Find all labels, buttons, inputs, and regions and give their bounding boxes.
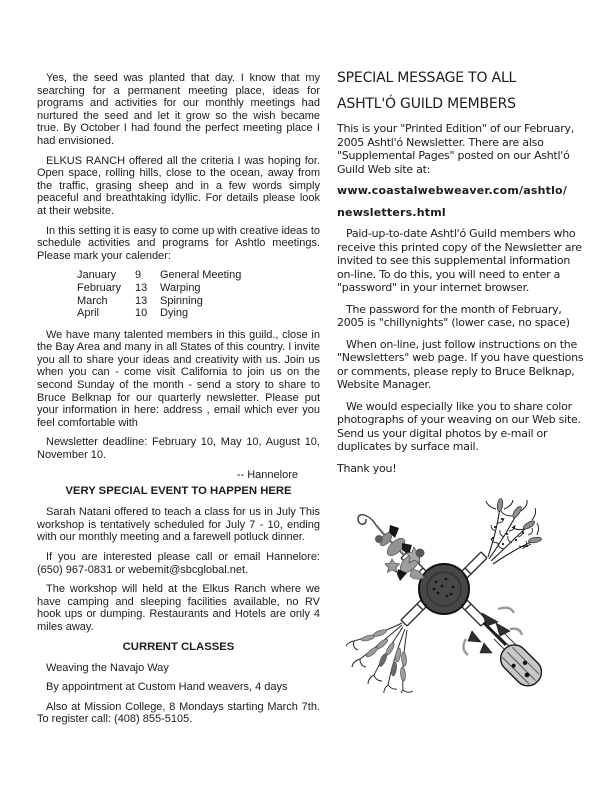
calendar-event: Warping	[160, 281, 201, 294]
calendar-month: January	[77, 269, 117, 282]
calendar-day: 9	[135, 269, 142, 282]
flower-stalks	[486, 498, 542, 564]
website-url-line2: newsletters.html	[337, 205, 446, 219]
calendar-day: 13	[135, 281, 148, 294]
signature: -- Hannelore	[236, 468, 298, 481]
calendar-event: Spinning	[160, 294, 203, 307]
paragraph-elkus-ranch: ELKUS RANCH offered all the criteria I was hoping for. Open space, rolling hills, close to the ocean, away from the traffic, grasing sheep and in a few words simply peaceful and breathtaking idyllic. For details please look at their website.	[37, 154, 320, 217]
calendar-day: 10	[135, 307, 148, 320]
calendar-event: Dying	[160, 307, 189, 320]
class-item-navajo-way: Weaving the Navajo Way	[46, 661, 169, 674]
paragraph-online-instructions: When on-line, just follow instructions on the "Newsletters" web page. If you have questions or comments, please reply to Bruce Belknap, Website Manager.	[337, 337, 584, 391]
weaving-tools-illustration	[346, 497, 542, 693]
left-column	[37, 72, 320, 733]
calendar-row	[77, 282, 241, 295]
calendar-day: 13	[135, 294, 148, 307]
paragraph-photos: We would especially like you to share color photographs of your weaving on our Web site. Send us your digital photos by e-mail or duplicates by surface mail.	[337, 399, 581, 453]
calendar-event: General Meeting	[160, 269, 242, 282]
calendar-row	[77, 269, 241, 282]
calendar-row	[77, 295, 241, 308]
current-classes-heading: CURRENT CLASSES	[122, 640, 235, 653]
seed-pods	[361, 628, 407, 681]
grass-fan	[346, 623, 413, 693]
website-url-line1: www.coastalwebweaver.com/ashtlo/	[337, 184, 568, 197]
calendar-row	[77, 307, 241, 320]
special-message-heading-line1: SPECIAL MESSAGE TO ALL	[337, 70, 517, 86]
special-event-heading: VERY SPECIAL EVENT TO HAPPEN HERE	[65, 485, 292, 498]
class-item-appointment: By appointment at Custom Hand weavers, 4 days	[46, 681, 288, 694]
paragraph-setting: In this setting it is easy to come up with creative ideas to schedule activities and programs for Ashtlo meetings. Please mark your calender:	[37, 224, 320, 262]
calendar-month: February	[77, 281, 122, 294]
spiral-tendril	[358, 515, 376, 525]
center-hub	[419, 564, 469, 614]
paragraph-paid-members: Paid-up-to-date Ashtl'ó Guild members who receive this printed copy of the Newsletter are invited to see this supplemental information on-line. To do this, you will need to enter a "password" in your internet browser.	[337, 227, 582, 294]
right-column	[337, 70, 588, 483]
paragraph-workshop: The workshop will held at the Elkus Ranch where we have camping and sleeping facilities available, no RV hook ups or dumping. Restaurants and Hotels are only 4 miles away.	[37, 583, 320, 633]
paragraph-deadline: Newsletter deadline: February 10, May 10, August 10, November 10.	[37, 436, 320, 462]
paragraph-password: The password for the month of February, 2005 is "chillynights" (lower case, no space)	[337, 302, 570, 329]
calendar-month: March	[77, 294, 108, 307]
paragraph-printed-edition: This is your "Printed Edition" of our February, 2005 Ashtl'ó Newsletter. There are also "Supplemental Pages" posted on our Ashtl'ó Guild Web site at:	[337, 122, 575, 176]
meeting-calendar	[77, 269, 241, 319]
vine-branch	[358, 515, 425, 581]
class-item-mission-college: Also at Mission College, 8 Mondays starting March 7th. To register call: (408) 855-5105.	[37, 700, 320, 726]
paragraph-contact: If you are interested please call or email Hannelore: (650) 967-0831 or webemit@sbcglobal.net.	[37, 551, 320, 576]
thank-you-text: Thank you!	[337, 461, 397, 475]
paragraph-members: We have many talented members in this guild., close in the Bay Area and many in all States of this country. I invite you all to share your ideas and creativity with us. Join us when you can - come visit California to join us on the second Sunday of the month - send a story to share to Bruce Belknap for our quarterly newsletter. Please put your information in here: address , email which ever you feel comfortable with	[37, 328, 320, 429]
special-message-heading-line2: ASHTL'Ó GUILD MEMBERS	[337, 96, 516, 112]
calendar-month: April	[77, 307, 100, 320]
paragraph-sarah-natani: Sarah Natani offered to teach a class for us in July This workshop is tentatively scheduled for July 7 - 10, ending with our monthly meeting and a farewell potluck dinner.	[37, 506, 320, 544]
paragraph-seed: Yes, the seed was planted that day. I know that my searching for a permanent meeting place, ideas for programs and activities for our monthly meetings had nurtured the seed and let it grow so the wish became true. By October I had found the perfect meeting place I had envisioned.	[37, 72, 320, 147]
